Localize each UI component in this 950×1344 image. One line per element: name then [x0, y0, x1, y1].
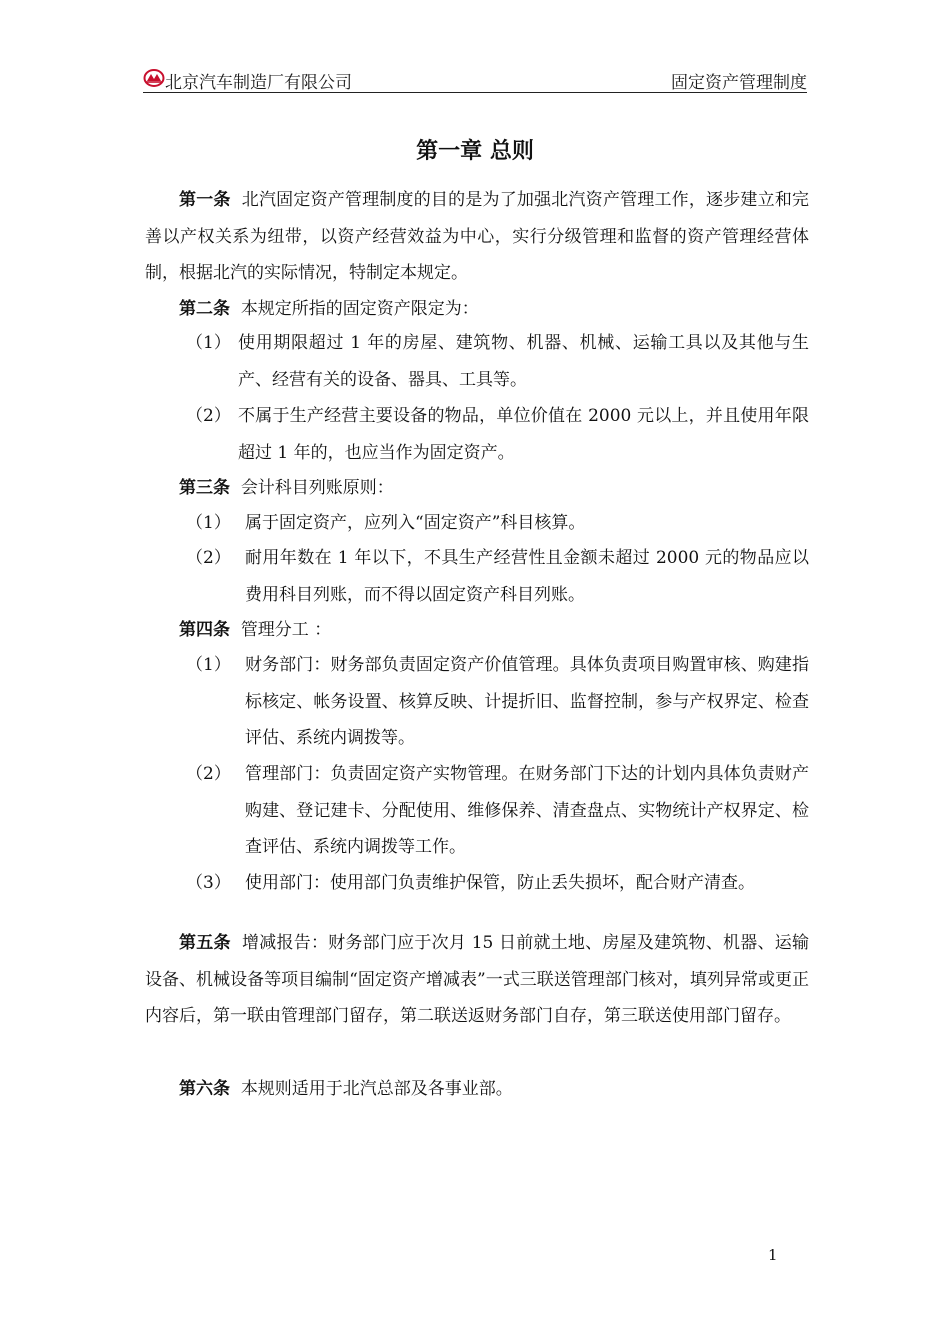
item-number: （3）: [186, 873, 231, 893]
item-text: 财务部门：财务部负责固定资产价值管理。具体负责项目购置审核、购建指标核定、帐务设置、核算反映、计提折旧、监督控制，参与产权界定、检查评估、系统内调拨等。: [245, 655, 809, 748]
item-number: （1）: [186, 333, 231, 353]
article-4-label: 第四条: [179, 620, 230, 640]
article-2: [145, 291, 809, 328]
article-6-text: 本规则适用于北汽总部及各事业部。: [240, 1079, 513, 1099]
chapter-title: 第一章 总则: [416, 139, 534, 164]
item-number: （2）: [186, 764, 231, 784]
article-6: [145, 1071, 809, 1108]
item-text: 使用期限超过 1 年的房屋、建筑物、机器、机械、运输工具以及其他与生产、经营有关的设备、器具、工具等。: [238, 333, 809, 390]
company-name: 北京汽车制造厂有限公司: [165, 73, 352, 93]
company-logo-icon: [143, 68, 165, 88]
item-number: （1）: [186, 513, 231, 533]
item-number: （1）: [186, 655, 231, 675]
page-number: 1: [768, 1246, 778, 1264]
article-1: [145, 182, 809, 292]
item-text: 属于固定资产，应列入“固定资产”科目核算。: [245, 513, 586, 533]
item-text: 不属于生产经营主要设备的物品，单位价值在 2000 元以上，并且使用年限超过 1 年的，也应当作为固定资产。: [238, 406, 809, 463]
item-number: （2）: [186, 406, 231, 426]
article-3-label: 第三条: [179, 478, 230, 498]
article-5: [145, 925, 809, 1035]
article-3: [145, 470, 809, 507]
article-2-text: 本规定所指的固定资产限定为：: [240, 299, 479, 319]
article-1-label: 第一条: [179, 190, 231, 210]
item-text: 使用部门：使用部门负责维护保管，防止丢失损坏，配合财产清查。: [245, 873, 755, 893]
article-5-text: 增减报告：财务部门应于次月 15 日前就土地、房屋及建筑物、机器、运输设备、机械设备等项目编制“固定资产增减表”一式三联送管理部门核对，填列异常或更正内容后，第一联由管理部门留存，第二联送返财务部门自存，第三联送使用部门留存。: [145, 933, 809, 1026]
article-3-text: 会计科目列账原则：: [240, 478, 394, 498]
article-4-text: 管理分工 ：: [240, 620, 332, 640]
article-1-text: 北汽固定资产管理制度的目的是为了加强北汽资产管理工作，逐步建立和完善以产权关系为纽带，以资产经营效益为中心，实行分级管理和监督的资产管理经营体制，根据北汽的实际情况，特制定本规定。: [145, 190, 810, 283]
page-header: [143, 66, 807, 93]
article-5-label: 第五条: [179, 933, 231, 953]
item-number: （2）: [186, 548, 231, 568]
article-6-label: 第六条: [179, 1079, 230, 1099]
article-4: [145, 612, 809, 649]
item-text: 耐用年数在 1 年以下，不具生产经营性且金额未超过 2000 元的物品应以费用科目列账，而不得以固定资产科目列账。: [245, 548, 809, 605]
article-2-label: 第二条: [179, 299, 230, 319]
item-text: 管理部门：负责固定资产实物管理。在财务部门下达的计划内具体负责财产购建、登记建卡、分配使用、维修保养、清查盘点、实物统计产权界定、检查评估、系统内调拨等工作。: [245, 764, 809, 857]
document-title: 固定资产管理制度: [671, 73, 807, 93]
